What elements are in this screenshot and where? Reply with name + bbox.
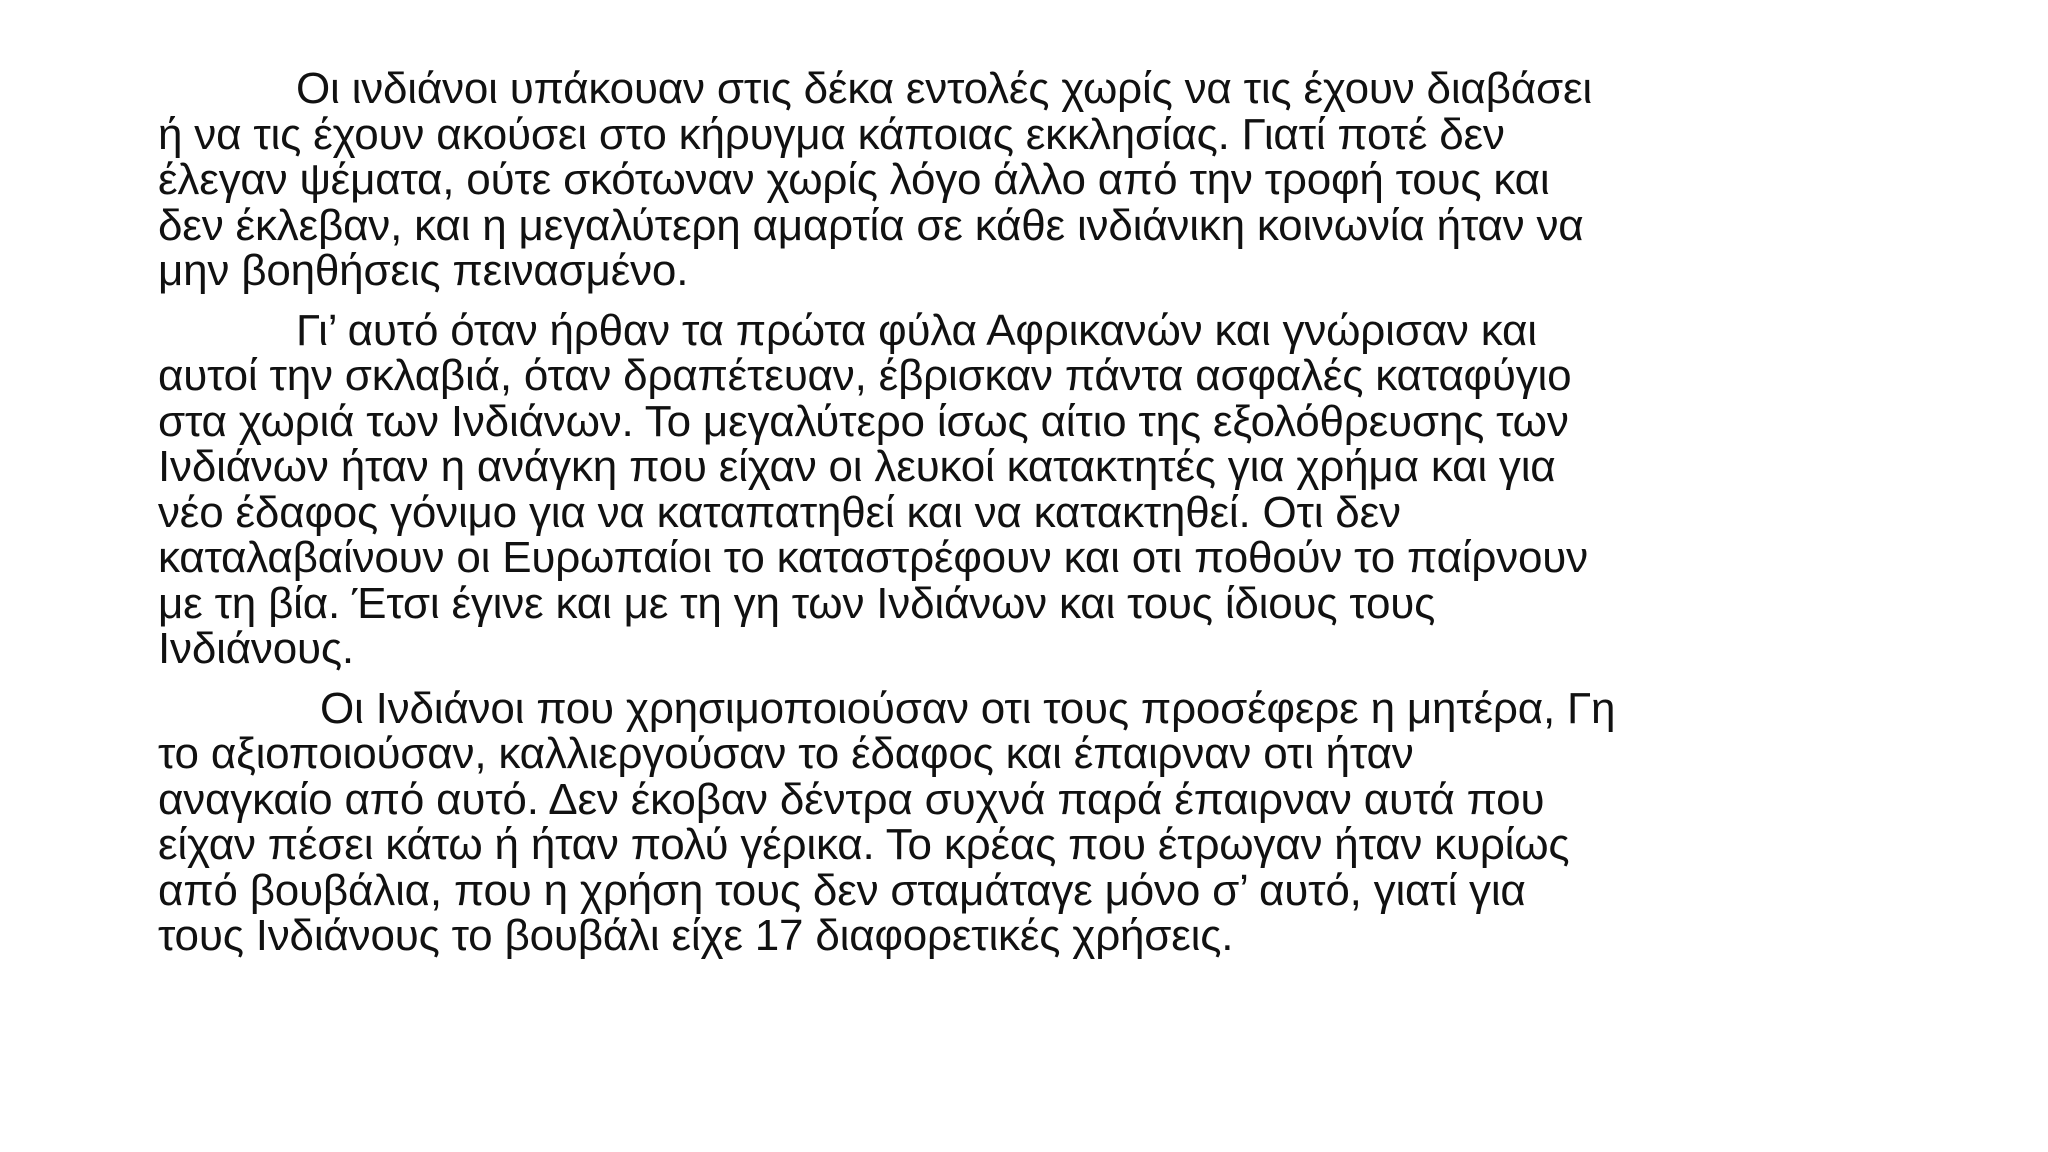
text-line: Ινδιάνους. — [158, 624, 354, 673]
text-line: στα χωριά των Ινδιάνων. Το μεγαλύτερο ίσως αίτιο της εξολόθρευσης των — [158, 396, 1569, 446]
text-line: Ινδιάνων ήταν η ανάγκη που είχαν οι λευκοί κατακτητές για χρήμα και για — [158, 442, 1556, 491]
text-line: Οι ινδιάνοι υπάκουαν στις δέκα εντολές χωρίς να τις έχουν διαβάσει — [296, 64, 1592, 113]
text-line: καταλαβαίνουν οι Ευρωπαίοι το καταστρέφουν και οτι ποθούν το παίρνουν — [158, 533, 1588, 582]
text-line: το αξιοποιούσαν, καλλιεργούσαν το έδαφος και έπαιρναν οτι ήταν — [158, 729, 1414, 778]
paragraph-1 — [158, 66, 1918, 294]
text-line: αυτοί την σκλαβιά, όταν δραπέτευαν, έβρισκαν πάντα ασφαλές καταφύγιο — [158, 351, 1572, 400]
text-line: Οι Ινδιάνοι που χρησιμοποιούσαν οτι τους προσέφερε η μητέρα, Γη — [320, 683, 1616, 733]
text-line: τους Ινδιάνους το βουβάλι είχε 17 διαφορετικές χρήσεις. — [158, 911, 1234, 960]
paragraph-2 — [158, 305, 1918, 673]
text-line: δεν έκλεβαν, και η μεγαλύτερη αμαρτία σε κάθε ινδιάνικη κοινωνία ήταν να — [158, 200, 1584, 250]
text-body — [158, 66, 1918, 973]
text-line: από βουβάλια, που η χρήση τους δεν σταμάταγε μόνο σ’ αυτό, γιατί για — [158, 865, 1526, 915]
text-line: ή να τις έχουν ακούσει στο κήρυγμα κάποιας εκκλησίας. Γιατί ποτέ δεν — [158, 109, 1505, 159]
text-line: νέο έδαφος γόνιμο για να καταπατηθεί και να κατακτηθεί. Οτι δεν — [158, 487, 1401, 537]
text-line: μην βοηθήσεις πεινασμένο. — [158, 246, 689, 295]
text-line: είχαν πέσει κάτω ή ήταν πολύ γέρικα. Το κρέας που έτρωγαν ήταν κυρίως — [158, 820, 1570, 869]
paragraph-3 — [158, 683, 1918, 960]
text-line: Γι’ αυτό όταν ήρθαν τα πρώτα φύλα Αφρικανών και γνώρισαν και — [296, 305, 1537, 355]
text-line: έλεγαν ψέματα, ούτε σκότωναν χωρίς λόγο άλλο από την τροφή τους και — [158, 155, 1550, 204]
text-line: αναγκαίο από αυτό. Δεν έκοβαν δέντρα συχνά παρά έπαιρναν αυτά που — [158, 774, 1545, 824]
text-line: με τη βία. Έτσι έγινε και με τη γη των Ινδιάνων και τους ίδιους τους — [158, 578, 1436, 628]
